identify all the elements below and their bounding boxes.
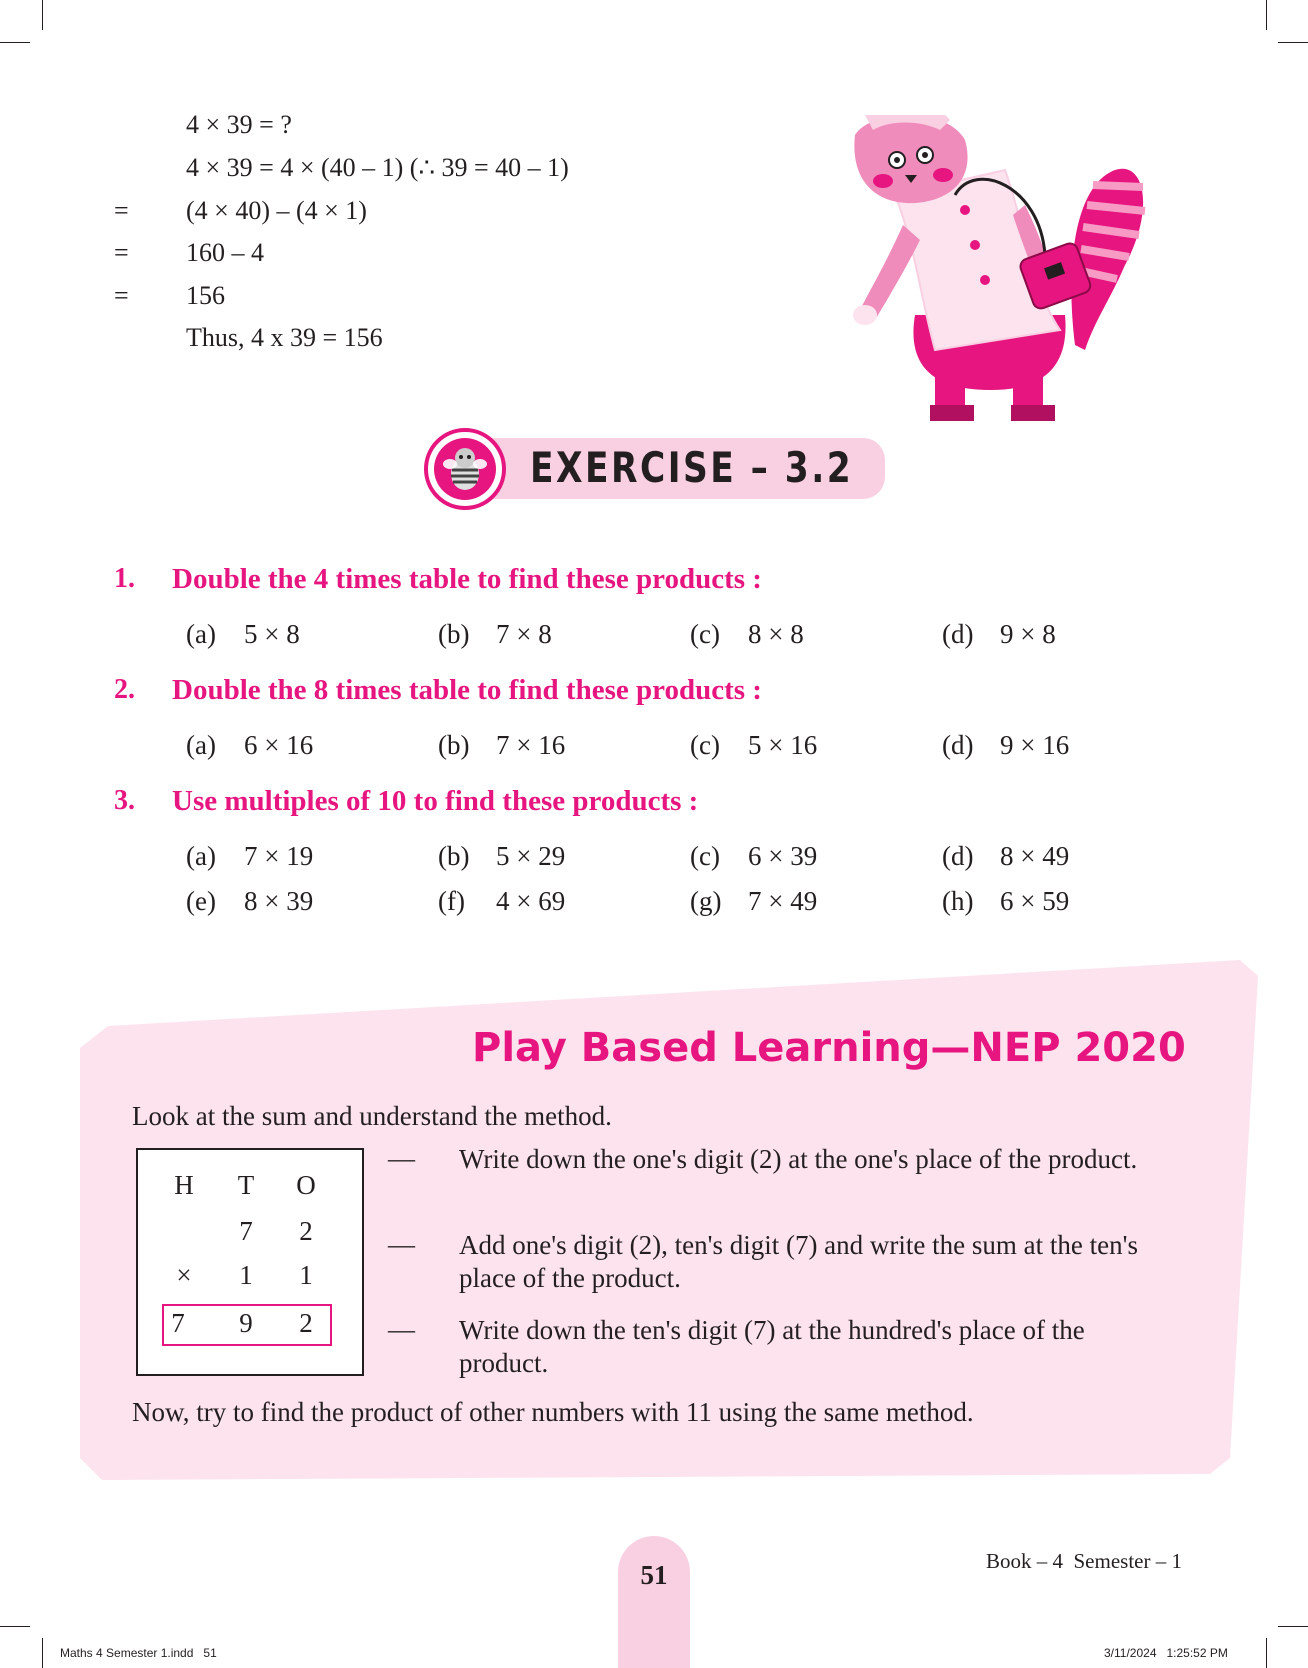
- step-dash: —: [388, 1143, 415, 1173]
- item-label: (g): [690, 886, 722, 916]
- step-2: Add one's digit (2), ten's digit (7) and write the sum at the ten's place of the product.: [459, 1230, 1138, 1293]
- list-item: [942, 841, 1069, 872]
- multiplicand-ones: 2: [299, 1216, 313, 1246]
- item-expression: 9 × 8: [1000, 619, 1056, 649]
- example-line-2: 4 × 39 = 4 × (40 – 1) (∴ 39 = 40 – 1): [186, 153, 569, 182]
- play-based-title: Play Based Learning—NEP 2020: [472, 1025, 1186, 1071]
- question-text: Double the 8 times table to find these products :: [172, 674, 762, 706]
- item-label: (d): [942, 619, 974, 649]
- list-item: [690, 886, 817, 917]
- question-text: Use multiples of 10 to find these products :: [172, 785, 699, 817]
- item-expression: 5 × 29: [496, 841, 566, 871]
- item-label: (e): [186, 886, 216, 916]
- question-number: 1.: [114, 563, 135, 594]
- product-hundreds: 7: [171, 1308, 185, 1338]
- step-1: Write down the one's digit (2) at the one's place of the product.: [459, 1144, 1138, 1174]
- crop-mark: [1278, 1626, 1308, 1627]
- multiply-sign: ×: [176, 1260, 192, 1290]
- item-expression: 7 × 16: [496, 730, 566, 760]
- crop-mark: [1266, 1638, 1267, 1668]
- equals-sign: =: [114, 238, 129, 267]
- step-dash: —: [388, 1314, 415, 1344]
- example-line-1: 4 × 39 = ?: [186, 110, 292, 139]
- question-number: 3.: [114, 785, 135, 816]
- list-item: [438, 841, 565, 872]
- crop-mark: [42, 0, 43, 30]
- intro-text: Look at the sum and understand the method.: [132, 1101, 612, 1131]
- multiplicand-tens: 7: [239, 1216, 253, 1246]
- item-label: (c): [690, 619, 720, 649]
- closing-text: Now, try to find the product of other numbers with 11 using the same method.: [132, 1397, 974, 1427]
- step-dash: —: [388, 1229, 415, 1259]
- item-expression: 7 × 19: [244, 841, 314, 871]
- item-label: (d): [942, 730, 974, 760]
- item-label: (d): [942, 841, 974, 871]
- list-item: [186, 730, 313, 761]
- list-item: [438, 730, 565, 761]
- item-label: (a): [186, 730, 216, 760]
- item-expression: 7 × 8: [496, 619, 552, 649]
- item-expression: 8 × 49: [1000, 841, 1070, 871]
- item-label: (b): [438, 841, 470, 871]
- item-label: (b): [438, 730, 470, 760]
- product-tens: 9: [239, 1308, 253, 1338]
- equals-sign: =: [114, 196, 129, 225]
- item-label: (f): [438, 886, 465, 916]
- example-line-3: (4 × 40) – (4 × 1): [186, 196, 367, 225]
- column-header-hundreds: H: [174, 1170, 194, 1200]
- crop-mark: [0, 42, 30, 43]
- item-expression: 8 × 8: [748, 619, 804, 649]
- list-item: [942, 730, 1069, 761]
- example-line-5: 156: [186, 281, 225, 310]
- product-ones: 2: [299, 1308, 313, 1338]
- item-label: (c): [690, 841, 720, 871]
- timestamp: 3/11/2024 1:25:52 PM: [1104, 1646, 1228, 1660]
- item-expression: 5 × 16: [748, 730, 818, 760]
- list-item: [186, 619, 300, 650]
- item-expression: 9 × 16: [1000, 730, 1070, 760]
- item-expression: 7 × 49: [748, 886, 818, 916]
- question-number: 2.: [114, 674, 135, 705]
- list-item: [690, 841, 817, 872]
- example-line-4: 160 – 4: [186, 238, 264, 267]
- column-header-tens: T: [237, 1170, 255, 1200]
- crop-mark: [1278, 42, 1308, 43]
- crop-mark: [1266, 0, 1267, 30]
- list-item: [438, 886, 565, 917]
- item-label: (a): [186, 841, 216, 871]
- item-label: (c): [690, 730, 720, 760]
- book-info: Book – 4 Semester – 1: [986, 1549, 1182, 1573]
- item-expression: 5 × 8: [244, 619, 300, 649]
- list-item: [438, 619, 552, 650]
- list-item: [942, 886, 1069, 917]
- bee-icon: [434, 438, 496, 500]
- list-item: [186, 841, 313, 872]
- list-item: [186, 886, 313, 917]
- list-item: [690, 730, 817, 761]
- file-name: Maths 4 Semester 1.indd 51: [60, 1646, 217, 1660]
- item-expression: 6 × 16: [244, 730, 314, 760]
- example-line-6: Thus, 4 x 39 = 156: [186, 323, 383, 352]
- item-label: (a): [186, 619, 216, 649]
- item-expression: 6 × 59: [1000, 886, 1070, 916]
- item-expression: 8 × 39: [244, 886, 314, 916]
- multiplier-tens: 1: [239, 1260, 253, 1290]
- cat-illustration: [825, 115, 1155, 445]
- exercise-title: EXERCISE – 3.2: [530, 443, 854, 492]
- crop-mark: [42, 1638, 43, 1668]
- crop-mark: [0, 1626, 30, 1627]
- page-number-tab: [618, 1536, 690, 1668]
- multiplier-ones: 1: [299, 1260, 313, 1290]
- item-expression: 4 × 69: [496, 886, 566, 916]
- item-label: (h): [942, 886, 974, 916]
- step-3: Write down the ten's digit (7) at the hundred's place of the product.: [459, 1315, 1085, 1378]
- column-header-ones: O: [296, 1170, 316, 1200]
- item-expression: 6 × 39: [748, 841, 818, 871]
- list-item: [942, 619, 1056, 650]
- equals-sign: =: [114, 281, 129, 310]
- page-number: 51: [640, 1560, 668, 1590]
- list-item: [690, 619, 804, 650]
- question-text: Double the 4 times table to find these products :: [172, 563, 762, 595]
- item-label: (b): [438, 619, 470, 649]
